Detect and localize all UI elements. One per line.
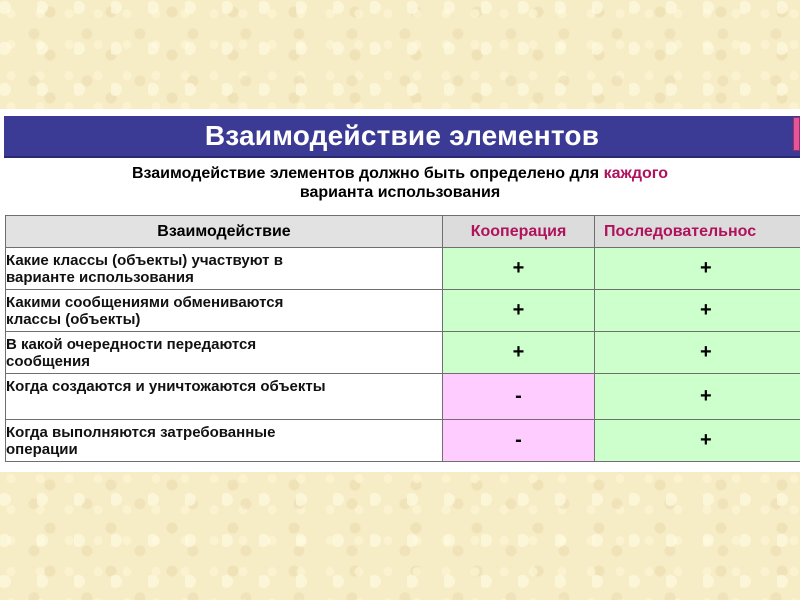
sequence-cell: + <box>595 374 800 420</box>
corner-decoration <box>793 117 800 151</box>
cooperation-cell: + <box>443 290 595 332</box>
header-interaction: Взаимодействие <box>6 216 443 248</box>
question-line: Какие классы (объекты) участвуют в <box>6 251 283 269</box>
table-row <box>6 248 800 290</box>
question-line: Какими сообщениями обмениваются <box>6 293 284 311</box>
question-line: варианте использования <box>6 268 194 286</box>
table-header-row <box>6 216 800 248</box>
table-row <box>6 420 800 462</box>
row-question <box>6 374 443 420</box>
cooperation-cell: + <box>443 248 595 290</box>
comparison-table <box>5 215 800 462</box>
question-line: Когда создаются и уничтожаются объекты <box>6 378 326 395</box>
question-line: операции <box>6 440 78 458</box>
header-sequence: Последовательнос <box>595 216 800 248</box>
row-question <box>6 248 443 290</box>
title-bar <box>4 116 800 156</box>
sequence-cell: + <box>595 248 800 290</box>
cooperation-cell: - <box>443 374 595 420</box>
question-line: В какой очередности передаются <box>6 335 257 353</box>
row-question <box>6 420 443 462</box>
sequence-cell: + <box>595 420 800 462</box>
table-row <box>6 332 800 374</box>
question-line: сообщения <box>6 352 90 370</box>
row-question <box>6 290 443 332</box>
question-line: классы (объекты) <box>6 310 141 328</box>
sequence-cell: + <box>595 290 800 332</box>
table-row <box>6 374 800 420</box>
header-cooperation: Кооперация <box>443 216 595 248</box>
subtitle-line-2: варианта использования <box>299 184 501 201</box>
sequence-cell: + <box>595 332 800 374</box>
cooperation-cell: + <box>443 332 595 374</box>
subtitle-accent: каждого <box>603 165 668 182</box>
table-row <box>6 290 800 332</box>
subtitle-line-1 <box>0 164 800 184</box>
question-line: Когда выполняются затребованные <box>6 423 276 441</box>
row-question <box>6 332 443 374</box>
slide-title: Взаимодействие элементов <box>204 120 600 151</box>
cooperation-cell: - <box>443 420 595 462</box>
subtitle-text: Взаимодействие элементов должно быть определено для <box>131 165 604 182</box>
